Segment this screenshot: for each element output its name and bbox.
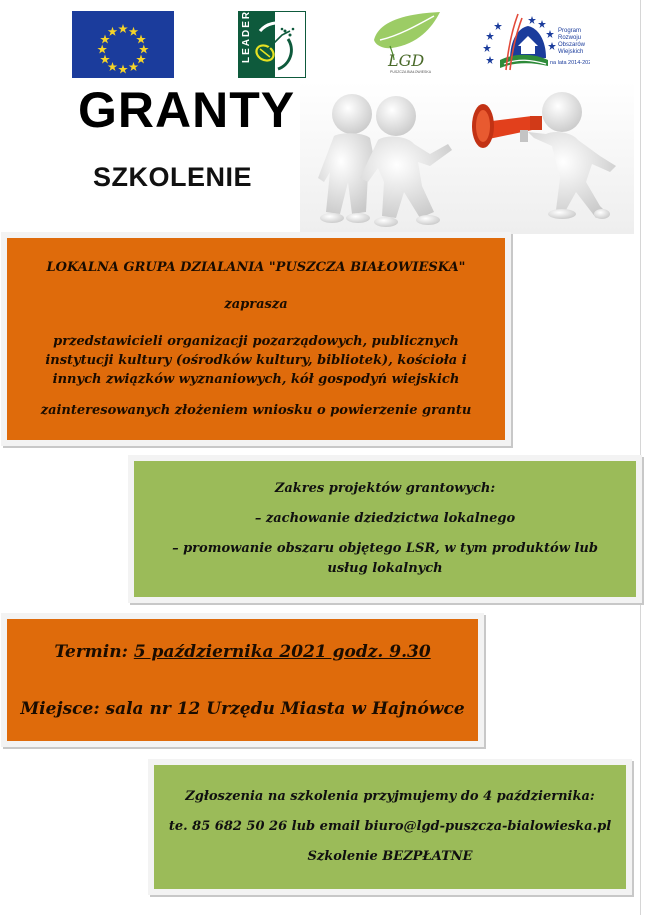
leader-logo [238,11,306,78]
invitation-verb: zaprasza [224,297,288,312]
eu-stars-icon [72,11,174,78]
eu-flag-logo [72,11,174,78]
page-subtitle: SZKOLENIE [93,162,253,192]
event-details-box [1,613,484,747]
prow-line-3: Obszarów [558,42,586,48]
lgd-leaf-logo [368,10,444,78]
page-title: GRANTY [78,82,296,138]
prow-line-1: Program [558,28,582,34]
invitation-audience: przedstawicieli organizacji pozarządowych, publicznych instytucji kultury (ośrodków kultury, bibliotek), kościoła i innych związków wyznaniowych, kół gospodyń wiejskich [45,334,467,387]
date-value: 5 października 2021 godz. 9.30 [133,641,431,662]
event-date [54,640,430,664]
scope-box [128,455,642,603]
scope-heading: Zakres projektów grantowych: [274,481,496,496]
registration-contact: te. 85 682 50 26 lub email biuro@lgd-puszcza-bialowieska.pl [168,819,612,834]
lgd-logo-subtext: PUSZCZA BIAŁOWIESKA [390,70,432,74]
registration-deadline: Zgłoszenia na szkolenia przyjmujemy do 4 października: [185,789,595,804]
invitation-purpose: zainteresowanych złożeniem wniosku o powierzenie grantu [40,403,472,418]
lgd-logo-text: LGD [388,51,425,70]
prow-line-2: Rozwoju [558,35,582,41]
event-place: Miejsce: sala nr 12 Urzędu Miasta w Hajnówce [20,698,465,719]
prow-logo [480,10,590,76]
prow-line-4: Wiejskich [558,49,584,55]
registration-fee: Szkolenie BEZPŁATNE [307,849,473,864]
organizer-name: LOKALNA GRUPA DZIALANIA "PUSZCZA BIAŁOWIESKA" [46,260,466,275]
scope-item: – promowanie obszaru objętego LSR, w tym produktów lub usług lokalnych [172,541,598,576]
prow-years: na lata 2014-2020 [550,60,590,66]
leader-logo-text: LEADER [241,11,252,63]
scope-item: – zachowanie dziedzictwa lokalnego [254,511,516,526]
registration-box [148,759,632,895]
invitation-box [1,232,511,446]
figures-megaphone-illustration [300,82,634,234]
date-label: Termin: [54,641,128,662]
